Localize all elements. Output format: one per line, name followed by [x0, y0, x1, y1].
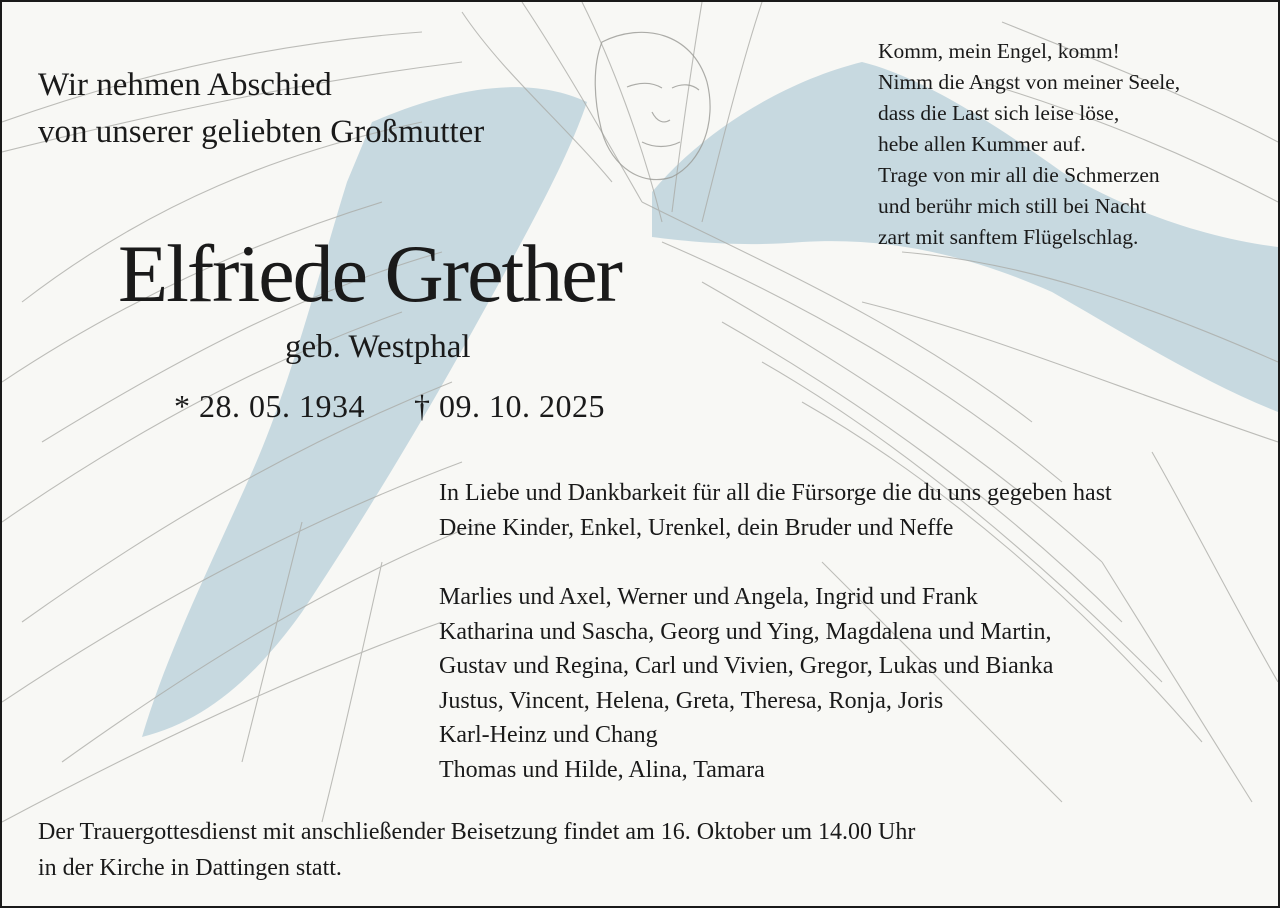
poem-line: und berühr mich still bei Nacht — [878, 194, 1147, 218]
poem-line: dass die Last sich leise löse, — [878, 101, 1120, 125]
poem-line: Komm, mein Engel, komm! — [878, 39, 1120, 63]
family-list — [439, 580, 1053, 787]
funeral-service-notice — [38, 814, 915, 886]
heading-line: Wir nehmen Abschied — [38, 67, 332, 103]
family-line: Karl-Heinz und Chang — [439, 722, 658, 748]
poem-line: Trage von mir all die Schmerzen — [878, 163, 1160, 187]
thanks-line: In Liebe und Dankbarkeit für all die Fürsorge die du uns gegeben hast — [439, 480, 1112, 506]
maiden-name: geb. Westphal — [285, 329, 471, 365]
family-line: Thomas und Hilde, Alina, Tamara — [439, 756, 765, 783]
death-date: † 09. 10. 2025 — [414, 388, 605, 424]
service-line: Der Trauergottesdienst mit anschließender Beisetzung findet am 16. Oktober um 14.00 Uhr — [38, 819, 916, 845]
birth-date: * 28. 05. 1934 — [174, 388, 365, 424]
thanks-text — [439, 476, 1112, 546]
family-line: Justus, Vincent, Helena, Greta, Theresa, Ronja, Joris — [439, 687, 944, 714]
heading-line: von unserer geliebten Großmutter — [38, 114, 485, 150]
poem-line: hebe allen Kummer auf. — [878, 132, 1086, 156]
thanks-line: Deine Kinder, Enkel, Urenkel, dein Bruder und Neffe — [439, 515, 954, 541]
service-line: in der Kirche in Dattingen statt. — [38, 855, 342, 881]
family-line: Marlies und Axel, Werner und Angela, Ingrid und Frank — [439, 584, 978, 610]
farewell-heading — [38, 62, 484, 156]
poem-line: Nimm die Angst von meiner Seele, — [878, 70, 1181, 94]
poem — [878, 36, 1180, 253]
deceased-name: Elfriede Grether — [118, 228, 621, 319]
poem-line: zart mit sanftem Flügelschlag. — [878, 225, 1139, 249]
family-line: Gustav und Regina, Carl und Vivien, Gregor, Lukas und Bianka — [439, 653, 1054, 679]
family-line: Katharina und Sascha, Georg und Ying, Magdalena und Martin, — [439, 618, 1052, 645]
